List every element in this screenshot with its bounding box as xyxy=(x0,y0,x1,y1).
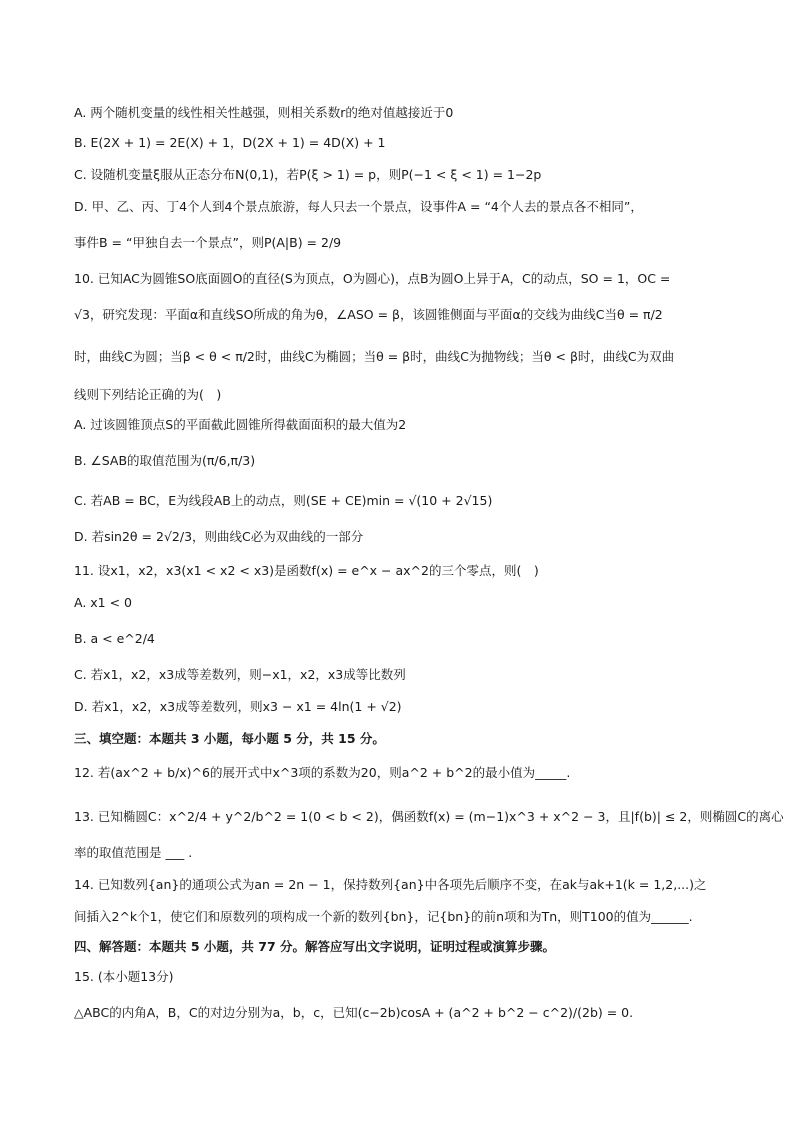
q10-stem-line2: √3，研究发现：平面α和直线SO所成的角为θ，∠ASO = β，该圆锥侧面与平面α的交线为曲线C当θ = π/2 xyxy=(74,307,663,322)
section-solution-heading: 四、解答题：本题共 5 小题，共 77 分。解答应写出文字说明，证明过程或演算步骤。 xyxy=(74,939,556,954)
q11-option-a: A. x1 < 0 xyxy=(74,595,133,610)
q9-option-a: A. 两个随机变量的线性相关性越强，则相关系数r的绝对值越接近于0 xyxy=(74,105,454,120)
q11-stem: 11. 设x1，x2，x3(x1 < x2 < x3)是函数f(x) = e^x − ax^2的三个零点，则( ) xyxy=(74,563,539,578)
q9-option-d-line1: D. 甲、乙、丙、丁4个人到4个景点旅游，每人只去一个景点，设事件A = “4个人去的景点各不相同”， xyxy=(74,199,643,214)
q15-heading: 15. (本小题13分) xyxy=(74,969,174,984)
q11-option-d: D. 若x1，x2，x3成等差数列，则x3 − x1 = 4ln(1 + √2) xyxy=(74,699,402,714)
q9-option-b: B. E(2X + 1) = 2E(X) + 1，D(2X + 1) = 4D(X) + 1 xyxy=(74,135,386,150)
q10-stem-line4: 线则下列结论正确的为( ) xyxy=(74,387,222,402)
q10-stem-line1: 10. 已知AC为圆锥SO底面圆O的直径(S为顶点，O为圆心)，点B为圆O上异于A，C的动点，SO = 1，OC = xyxy=(74,271,671,286)
q11-option-c: C. 若x1，x2，x3成等差数列，则−x1，x2，x3成等比数列 xyxy=(74,667,406,682)
q14-stem-line2: 间插入2^k个1，使它们和原数列的项构成一个新的数列{bn}，记{bn}的前n项和为Tn，则T100的值为______. xyxy=(74,909,693,924)
q11-option-b: B. a < e^2/4 xyxy=(74,631,155,646)
q13-stem-line1: 13. 已知椭圆C：x^2/4 + y^2/b^2 = 1(0 < b < 2)，偶函数f(x) = (m−1)x^3 + x^2 − 3，且|f(b)| ≤ 2，则椭圆C的离心 xyxy=(74,809,784,824)
q9-option-d-line2: 事件B = “甲独自去一个景点”，则P(A|B) = 2/9 xyxy=(74,235,342,250)
q10-option-c: C. 若AB = BC，E为线段AB上的动点，则(SE + CE)min = √(10 + 2√15) xyxy=(74,493,493,508)
q10-option-b: B. ∠SAB的取值范围为(π/6,π/3) xyxy=(74,453,256,468)
q15-stem: △ABC的内角A，B，C的对边分别为a，b，c，已知(c−2b)cosA + (a^2 + b^2 − c^2)/(2b) = 0. xyxy=(74,1005,634,1020)
q12-stem: 12. 若(ax^2 + b/x)^6的展开式中x^3项的系数为20，则a^2 + b^2的最小值为_____. xyxy=(74,765,571,780)
q10-stem-line3: 时，曲线C为圆；当β < θ < π/2时，曲线C为椭圆；当θ = β时，曲线C为抛物线；当θ < β时，曲线C为双曲 xyxy=(74,349,675,364)
q10-option-d: D. 若sin2θ = 2√2/3，则曲线C必为双曲线的一部分 xyxy=(74,529,364,544)
section-fill-in-heading: 三、填空题：本题共 3 小题，每小题 5 分，共 15 分。 xyxy=(74,731,385,746)
q13-stem-line2: 率的取值范围是 ___ . xyxy=(74,845,193,860)
q14-stem-line1: 14. 已知数列{an}的通项公式为an = 2n − 1，保持数列{an}中各项先后顺序不变，在ak与ak+1(k = 1,2,...)之 xyxy=(74,877,707,892)
q9-option-c: C. 设随机变量ξ服从正态分布N(0,1)，若P(ξ > 1) = p，则P(−1 < ξ < 1) = 1−2p xyxy=(74,167,542,182)
q10-option-a: A. 过该圆锥顶点S的平面截此圆锥所得截面面积的最大值为2 xyxy=(74,417,407,432)
